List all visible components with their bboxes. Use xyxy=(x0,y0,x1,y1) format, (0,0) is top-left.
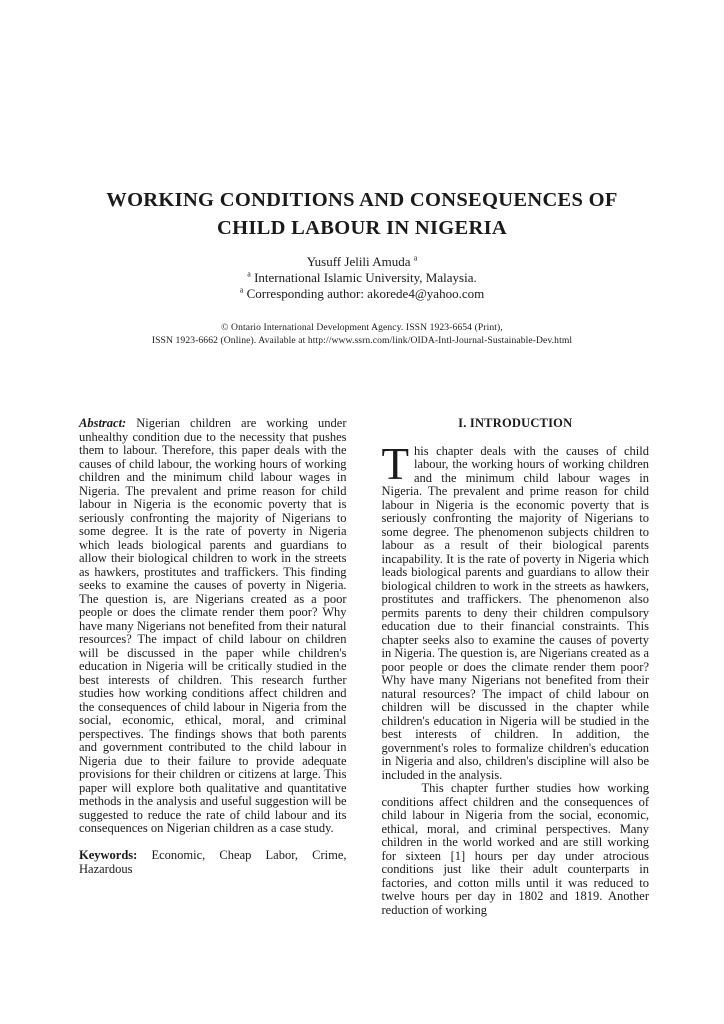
keywords-text: Economic, Cheap Labor, Crime, Hazardous xyxy=(79,848,347,876)
introduction-paragraph-2: This chapter further studies how working conditions affect children and the consequences of child labour in Nigeria from the social, economic, ethical, moral, and criminal perspectives. Many children in the world worked and are still working for sixteen [1] hours per day under atrocious conditions just like their adult counterparts in factories, and cotton mills until it was reduced to twelve hours per day in 1802 and 1819. Another reduction of working xyxy=(381,781,649,917)
journal-imprint xyxy=(0,321,724,347)
imprint-line2: ISSN 1923-6662 (Online). Available at http://www.ssrn.com/link/OIDA-Intl-Journal-Sustainable-Dev.html xyxy=(151,335,573,346)
keywords-paragraph xyxy=(79,849,347,876)
abstract-text: Nigerian children are working under unhealthy condition due to the necessity that pushes them to labour. Therefore, this paper deals with the causes of child labour, the working hours of working children and the minimum child labour wages in Nigeria. The prevalent and prime reason for child labour in Nigeria is the economic poverty that is seriously confronting the majority of Nigerians to some degree. It is the rate of poverty in Nigeria which leads biological parents and guardians to allow their biological children to work in the streets as hawkers, prostitutes and traffickers. This finding seeks to examine the causes of poverty in Nigeria. The question is, are Nigerians created as a poor people or does the climate render them poor? Why have many Nigerians not benefited from their natural resources? The impact of child labour on children will be discussed in the paper while children's education in Nigeria will be critically studied in the best interests of children. This research further studies how working conditions affect children and the consequences of child labour in Nigeria from the social, economic, ethical, moral, and criminal perspectives. The findings shows that both parents and government contributed to the child labour in Nigeria due to their failure to provide adequate provisions for their children or citizens at large. This paper will explore both qualitative and quantitative methods in the analysis and useful suggestion will be suggested to reduce the rate of child labour and its consequences on Nigerian children as a case study. xyxy=(79,416,347,835)
affiliation-superscript: a xyxy=(247,269,251,279)
keywords-label: Keywords: xyxy=(79,848,138,862)
paper-title-line1: WORKING CONDITIONS AND CONSEQUENCES OF xyxy=(106,189,618,211)
author-affiliation-line xyxy=(0,270,724,286)
imprint-line1: © Ontario International Development Agency. ISSN 1923-6654 (Print), xyxy=(221,322,503,333)
corresponding-author: Corresponding author: akorede4@yahoo.com xyxy=(246,285,485,301)
paper-title xyxy=(0,186,724,242)
corresponding-author-line xyxy=(0,286,724,302)
two-column-body xyxy=(79,417,649,917)
dropcap-letter: T xyxy=(381,438,409,489)
author-name-line xyxy=(0,254,724,270)
corresponding-superscript: a xyxy=(239,285,244,295)
introduction-heading: I. INTRODUCTION xyxy=(458,416,573,430)
introduction-paragraph-1-text: his chapter deals with the causes of child labour, the working hours of working children and the minimum child labour wages in Nigeria. The prevalent and prime reason for child labour in Nigeria is the economic poverty that is seriously confronting the majority of Nigerians to some degree. The phenomenon subjects children to labour as a result of their biological parents incapability. It is the rate of poverty in Nigeria which leads biological parents and guardians to allow their biological children to work in the streets as hawkers, prostitutes and traffickers. The phenomenon also permits parents to deny their children compulsory education due to their financial constraints. This chapter seeks also to examine the causes of poverty in Nigeria. The question is, are Nigerians created as a poor people or does the climate render them poor? Why have many Nigerians not benefited from their natural resources? The impact of child labour on children will be discussed in the chapter while children's education in Nigeria will be studied in the best interests of children. In addition, the government's roles to formalize children's education in Nigeria and also, children's discipline will also be included in the analysis. xyxy=(381,443,649,782)
right-column xyxy=(382,417,650,917)
abstract-paragraph xyxy=(79,417,347,836)
author-block xyxy=(0,254,724,301)
author-affiliation: International Islamic University, Malaysia. xyxy=(254,269,477,285)
paper-title-line2: CHILD LABOUR IN NIGERIA xyxy=(217,217,507,239)
author-name-superscript: a xyxy=(413,253,418,263)
left-column xyxy=(79,417,347,917)
author-name: Yusuff Jelili Amuda xyxy=(306,254,411,269)
abstract-label: Abstract: xyxy=(79,416,127,430)
introduction-paragraph-1 xyxy=(381,438,650,783)
